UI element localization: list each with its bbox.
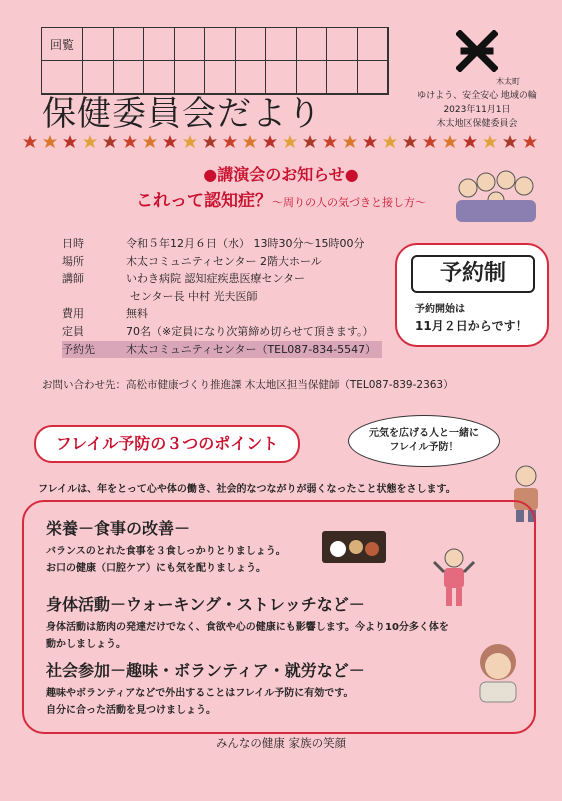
detail-key: 日時	[62, 237, 84, 250]
detail-row-reservation	[62, 341, 382, 359]
town-emblem-icon	[456, 30, 498, 72]
bubble-line-2: フレイル予防！	[389, 442, 459, 453]
issuer-name: 木太地区保健委員会	[436, 119, 518, 129]
reservation-badge: 予約制	[411, 255, 535, 293]
maple-leaf-icon	[163, 135, 177, 148]
reservation-box	[395, 243, 549, 347]
slogan: ゆけよう、安全安心 地域の輪	[417, 91, 537, 101]
detail-row-fee	[62, 305, 382, 323]
maple-leaf-icon	[43, 135, 57, 148]
detail-key	[62, 288, 110, 306]
maple-leaf-icon	[303, 135, 317, 148]
maple-leaf-icon	[343, 135, 357, 148]
speech-bubble	[348, 415, 500, 467]
footer-slogan: みんなの健康 家族の笑顔	[215, 736, 347, 750]
maple-leaf-icon	[323, 135, 337, 148]
lecture-subtitle-main: これって認知症？	[136, 191, 272, 211]
detail-row-place	[62, 253, 382, 271]
reservation-note	[415, 301, 528, 335]
point-text: 自分に合った活動を見つけましょう。	[46, 705, 216, 716]
detail-row-lecturer-name	[62, 288, 382, 306]
detail-value: 70名（※定員になり次第締め切らせて頂きます。）	[126, 324, 374, 338]
detail-row-lecturer	[62, 270, 382, 288]
meal-illustration	[320, 525, 388, 565]
lecture-heading: ●講演会のお知らせ●	[203, 165, 359, 184]
maple-leaf-icon	[223, 135, 237, 148]
detail-key: 場所	[62, 254, 84, 268]
maple-leaf-icon	[123, 135, 137, 148]
detail-row-capacity	[62, 323, 382, 341]
maple-leaf-icon	[203, 135, 217, 148]
point-social	[46, 658, 365, 719]
detail-key: 講師	[62, 272, 84, 286]
contact-info: お問い合わせ先：高松市健康づくり推進課 木太地区担当保健師（TEL087-839-2363）	[42, 379, 454, 391]
maple-leaf-icon	[443, 135, 457, 148]
maple-leaf-icon	[363, 135, 377, 148]
maple-leaf-icon	[463, 135, 477, 148]
elderly-woman-illustration	[472, 640, 524, 704]
issuer-block	[412, 30, 542, 131]
maple-leaf-icon	[63, 135, 77, 148]
point-text: バランスのとれた食事を３食しっかりとりましょう。	[46, 546, 286, 557]
point-heading: 社会参加－趣味・ボランティア・就労など－	[46, 661, 365, 680]
lecture-details	[62, 235, 382, 358]
maple-leaf-icon	[383, 135, 397, 148]
maple-leaf-icon	[483, 135, 497, 148]
point-nutrition	[46, 516, 286, 577]
detail-row-datetime	[62, 235, 382, 253]
maple-leaf-icon	[243, 135, 257, 148]
point-text: 身体活動は筋肉の発達だけでなく、食欲や心の健康にも影響します。今より10分多く体を	[46, 622, 449, 633]
point-heading: 栄養－食事の改善－	[46, 519, 191, 538]
reservation-line-2: 11月２日からです！	[415, 319, 528, 333]
lecture-subtitle-tail: ～周りの人の気づきと接し方～	[272, 196, 426, 209]
maple-leaf-icon	[23, 135, 37, 148]
detail-value: いわき病院 認知症疾患医療センター	[126, 272, 306, 286]
detail-value: 無料	[126, 307, 148, 321]
detail-value: 令和５年12月６日（水） 13時30分～15時00分	[126, 237, 365, 250]
detail-key: 費用	[62, 307, 84, 321]
frail-section-title: フレイル予防の３つのポイント	[34, 425, 300, 463]
maple-leaf-icon	[503, 135, 517, 148]
maple-leaf-icon	[423, 135, 437, 148]
maple-leaf-icon	[263, 135, 277, 148]
maple-leaf-border	[22, 133, 542, 151]
detail-value: センター長 中村 光夫医師	[130, 289, 258, 303]
point-heading: 身体活動－ウォーキング・ストレッチなど－	[46, 595, 365, 614]
frail-points-box	[22, 500, 536, 734]
detail-key: 定員	[62, 324, 84, 338]
circulation-label: 回覧	[42, 28, 83, 61]
maple-leaf-icon	[183, 135, 197, 148]
point-text: 趣味やボランティアなどで外出することはフレイル予防に有効です。	[46, 688, 354, 699]
maple-leaf-icon	[523, 135, 537, 148]
frail-definition: フレイルは、年をとって心や体の働き、社会的なつながりが弱くなったこと状態をさします。	[38, 484, 456, 495]
bubble-line-1: 元気を広げる人と一緒に	[369, 428, 479, 439]
reservation-line-1: 予約開始は	[415, 304, 465, 315]
maple-leaf-icon	[143, 135, 157, 148]
maple-leaf-icon	[403, 135, 417, 148]
group-illustration	[452, 160, 540, 222]
maple-leaf-icon	[103, 135, 117, 148]
maple-leaf-icon	[283, 135, 297, 148]
logo-caption: 木太町	[496, 77, 520, 86]
detail-value: 木太コミュニティセンター 2階大ホール	[126, 254, 322, 268]
exercise-illustration	[432, 546, 476, 608]
point-text: お口の健康（口腔ケア）にも気を配りましょう。	[46, 563, 266, 574]
detail-key: 予約先	[62, 342, 95, 356]
point-text: 動かしましょう。	[46, 639, 126, 650]
point-activity	[46, 592, 449, 653]
page-title: 保健委員会だより	[42, 94, 322, 134]
detail-value: 木太コミュニティセンター（TEL087-834-5547）	[126, 342, 377, 356]
maple-leaf-icon	[83, 135, 97, 148]
circulation-table	[41, 27, 389, 95]
issue-date: 2023年11月1日	[443, 105, 511, 115]
